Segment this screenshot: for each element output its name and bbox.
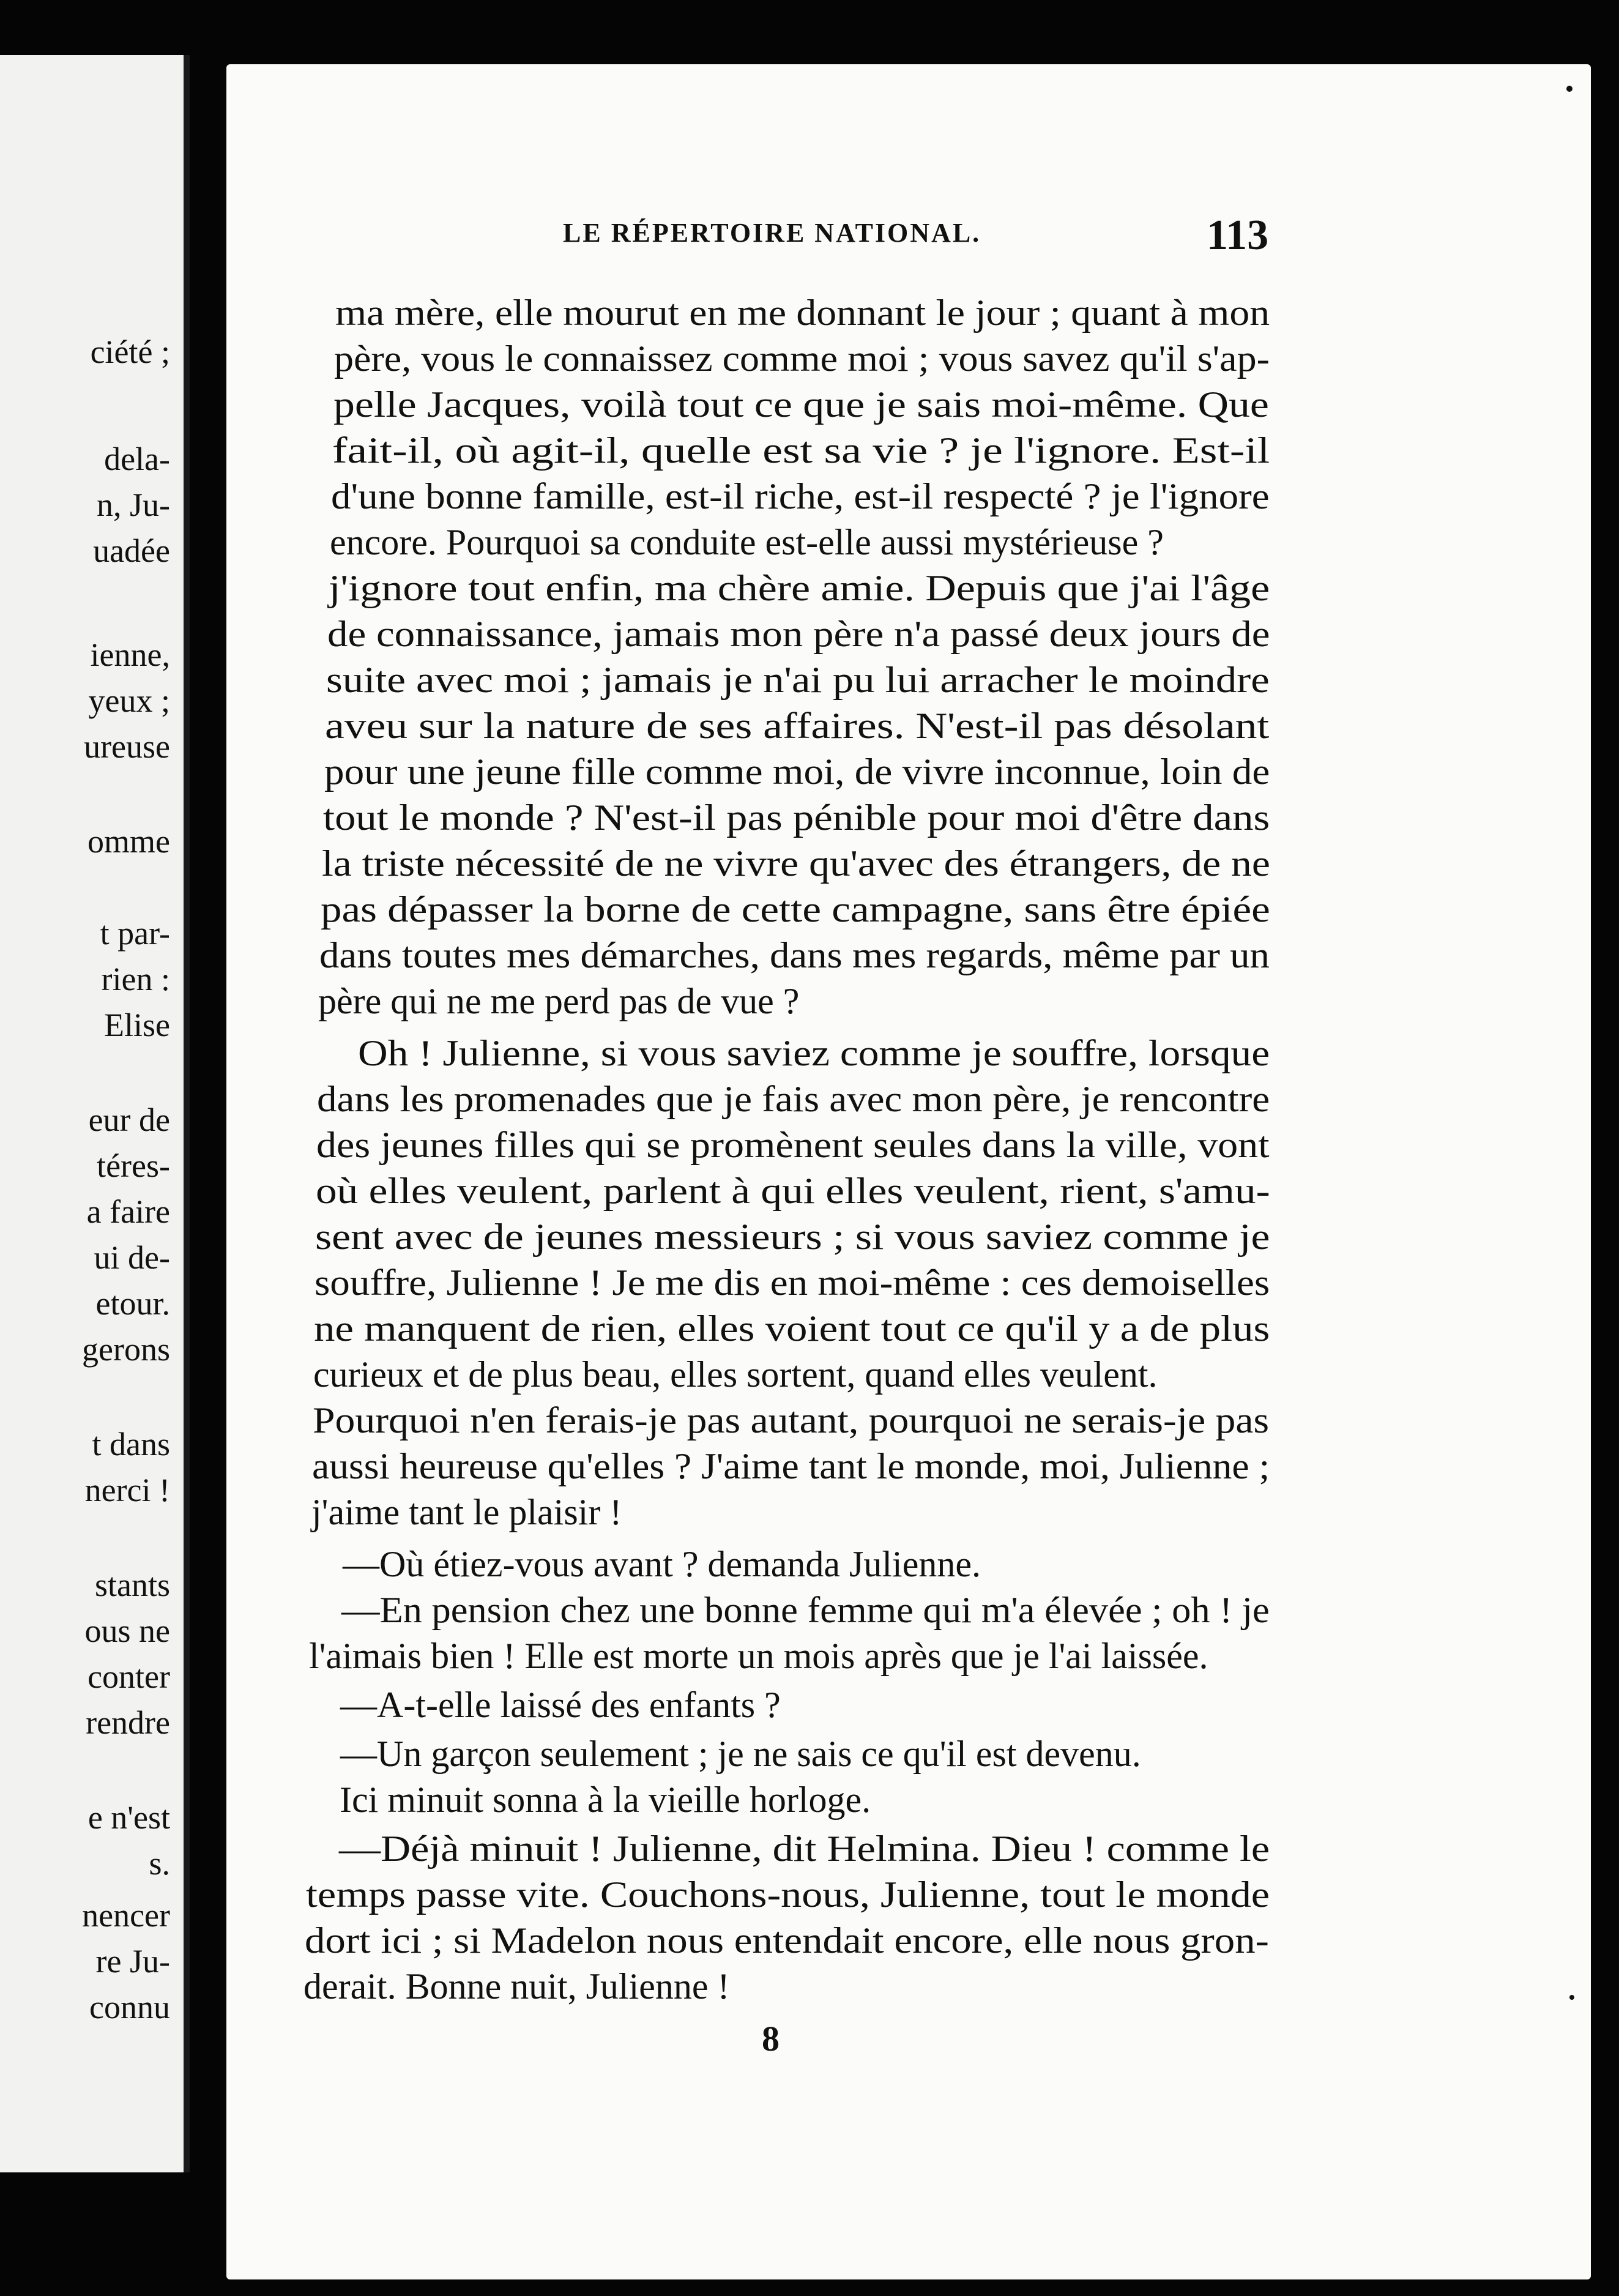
scan-speck [1566,86,1572,92]
left-page-line: téres- [97,1147,170,1184]
text-line: —A-t-elle laissé des enfants ? [340,1685,781,1725]
text-line: pour une jeune fille comme moi, de vivre inconnue, loin de [324,751,1270,792]
text-line: Oh ! Julienne, si vous saviez comme je souffre, lorsque [358,1033,1270,1073]
text-line: père qui ne me perd pas de vue ? [318,981,800,1021]
text-line: —Déjà minuit ! Julienne, dit Helmina. Dieu ! comme le [339,1828,1270,1869]
signature-mark: 8 [762,2019,780,2059]
text-line: —Un garçon seulement ; je ne sais ce qu'il est devenu. [340,1734,1141,1774]
text-line: suite avec moi ; jamais je n'ai pu lui arracher le moindre [326,660,1270,700]
left-page-line: connu [89,1989,170,2026]
left-page-line: nencer [82,1897,170,1934]
left-page-line: rendre [86,1704,170,1741]
text-line: j'ignore tout enfin, ma chère amie. Depuis que j'ai l'âge [329,568,1270,608]
left-page-line: etour. [95,1285,170,1322]
running-title: LE RÉPERTOIRE NATIONAL. [563,218,981,248]
left-page-line: nerci ! [84,1472,170,1508]
left-page-line: t par- [100,915,170,952]
left-page-line: ienne, [90,636,170,673]
text-line: aveu sur la nature de ses affaires. N'est-il pas désolant [325,706,1270,746]
left-page-line: rien : [101,961,170,997]
text-line: où elles veulent, parlent à qui elles veulent, rient, s'amu- [316,1171,1270,1211]
text-line: Pourquoi n'en ferais-je pas autant, pourquoi ne serais-je pas [313,1400,1270,1441]
left-page-line: t dans [92,1426,170,1463]
text-line: des jeunes filles qui se promènent seules dans la ville, vont [316,1125,1270,1165]
text-line: encore. Pourquoi sa conduite est-elle aussi mystérieuse ? [330,522,1164,562]
left-page-line: gerons [82,1331,170,1368]
text-line: —Où étiez-vous avant ? demanda Julienne. [343,1544,981,1584]
left-page-line: n, Ju- [97,486,170,523]
scan-speck [1569,1995,1574,2000]
text-line: j'aime tant le plaisir ! [311,1492,622,1532]
text-line: souffre, Julienne ! Je me dis en moi-même : ces demoiselles [314,1262,1270,1303]
left-page-line: ui de- [94,1239,170,1276]
left-page-line: omme [87,823,170,860]
left-facing-page [0,55,190,2172]
text-line: Ici minuit sonna à la vieille horloge. [340,1780,871,1820]
text-line: curieux et de plus beau, elles sortent, quand elles veulent. [313,1354,1158,1395]
text-line: père, vous le connaissez comme moi ; vous savez qu'il s'ap- [334,338,1270,379]
left-page-line: stants [94,1567,170,1603]
text-line: ne manquent de rien, elles voient tout ce qu'il y a de plus [314,1308,1270,1349]
text-line: sent avec de jeunes messieurs ; si vous saviez comme je [315,1217,1270,1257]
left-page-line: ous ne [84,1612,170,1649]
text-line: —En pension chez une bonne femme qui m'a élevée ; oh ! je [341,1590,1270,1630]
left-page-line: yeux ; [88,682,170,719]
text-line: la triste nécessité de ne vivre qu'avec des étrangers, de ne [322,843,1270,884]
left-page-line: eur de [88,1101,170,1138]
text-line: dort ici ; si Madelon nous entendait encore, elle nous gron- [305,1920,1269,1961]
text-line: l'aimais bien ! Elle est morte un mois après que je l'ai laissée. [309,1636,1208,1676]
left-page-line: ciété ; [90,334,170,370]
text-line: fait-il, où agit-il, quelle est sa vie ? je l'ignore. Est-il [332,430,1270,471]
text-line: derait. Bonne nuit, Julienne ! [303,1966,730,2007]
text-line: aussi heureuse qu'elles ? J'aime tant le monde, moi, Julienne ; [312,1446,1270,1486]
text-line: d'une bonne famille, est-il riche, est-il respecté ? je l'ignore [331,476,1270,516]
left-page-line: conter [87,1658,170,1695]
text-line: pas dépasser la borne de cette campagne, sans être épiée [321,889,1270,930]
text-line: dans les promenades que je fais avec mon père, je rencontre [317,1079,1270,1119]
text-line: tout le monde ? N'est-il pas pénible pour moi d'être dans [323,797,1270,838]
left-page-line: re Ju- [95,1943,170,1980]
left-page-line: e n'est [87,1799,170,1836]
page-number: 113 [1207,212,1269,259]
left-page-line: a faire [86,1193,170,1230]
left-page-line: uadée [93,532,170,569]
text-line: dans toutes mes démarches, dans mes regards, même par un [319,935,1270,975]
left-page-line: ureuse [84,728,170,765]
text-line: de connaissance, jamais mon père n'a passé deux jours de [327,614,1270,654]
text-line: temps passe vite. Couchons-nous, Julienne, tout le monde [306,1874,1270,1915]
left-page-line: Elise [104,1007,170,1043]
left-page-line: delа- [104,441,170,477]
text-line: pelle Jacques, voilà tout ce que je sais moi-même. Que [333,384,1269,425]
left-page-line: s. [149,1845,170,1882]
text-line: ma mère, elle mourut en me donnant le jour ; quant à mon [335,293,1270,333]
